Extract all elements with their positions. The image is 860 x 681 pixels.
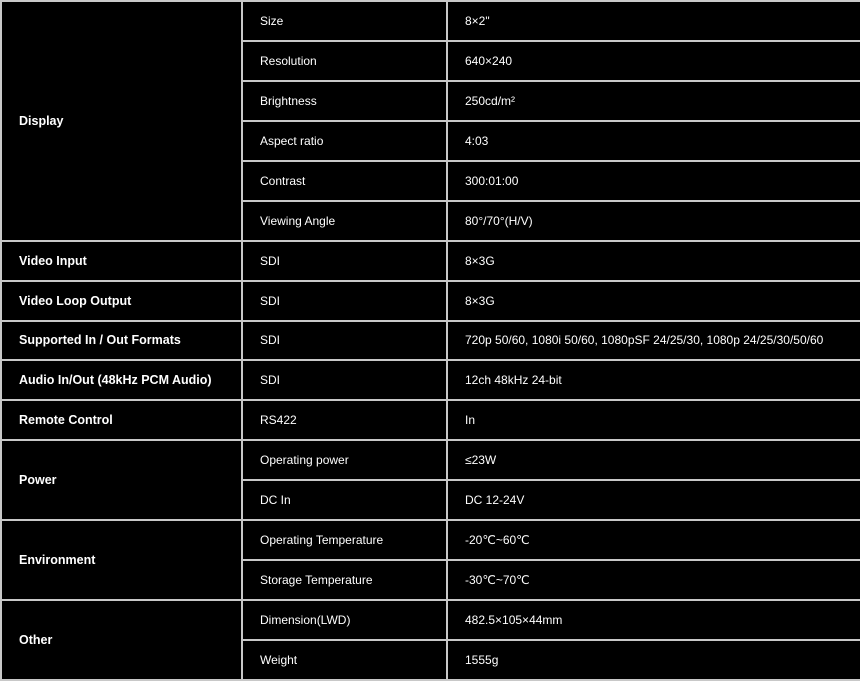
value-cell: DC 12-24V [447, 480, 860, 520]
table-row [1, 1, 860, 41]
spec-table-body [1, 1, 860, 680]
param-cell: SDI [242, 281, 447, 321]
value-cell: 12ch 48kHz 24-bit [447, 360, 860, 400]
table-row [1, 600, 860, 640]
param-cell: Dimension(LWD) [242, 600, 447, 640]
table-row [1, 281, 860, 321]
value-cell: In [447, 400, 860, 440]
param-cell: SDI [242, 241, 447, 281]
param-cell: SDI [242, 321, 447, 361]
value-cell: -20℃~60℃ [447, 520, 860, 560]
param-cell: Brightness [242, 81, 447, 121]
group-label-display: Display [1, 1, 242, 241]
param-cell: Aspect ratio [242, 121, 447, 161]
table-row [1, 400, 860, 440]
table-row [1, 360, 860, 400]
param-cell: Weight [242, 640, 447, 680]
param-cell: Size [242, 1, 447, 41]
value-cell: 250cd/m² [447, 81, 860, 121]
value-cell: 1555g [447, 640, 860, 680]
table-row [1, 520, 860, 560]
param-cell: Operating power [242, 440, 447, 480]
value-cell: 482.5×105×44mm [447, 600, 860, 640]
table-row [1, 321, 860, 361]
group-label-supported-formats: Supported In / Out Formats [1, 321, 242, 361]
value-cell: 8×3G [447, 281, 860, 321]
value-cell: 640×240 [447, 41, 860, 81]
group-label-remote-control: Remote Control [1, 400, 242, 440]
value-cell: 8×2" [447, 1, 860, 41]
group-label-power: Power [1, 440, 242, 520]
table-row [1, 241, 860, 281]
value-cell: -30℃~70℃ [447, 560, 860, 600]
param-cell: DC In [242, 480, 447, 520]
param-cell: Operating Temperature [242, 520, 447, 560]
table-row [1, 440, 860, 480]
param-cell: Contrast [242, 161, 447, 201]
param-cell: Viewing Angle [242, 201, 447, 241]
value-cell: 80°/70°(H/V) [447, 201, 860, 241]
group-label-video-loop-output: Video Loop Output [1, 281, 242, 321]
group-label-other: Other [1, 600, 242, 680]
group-label-environment: Environment [1, 520, 242, 600]
value-cell: 300:01:00 [447, 161, 860, 201]
group-label-video-input: Video Input [1, 241, 242, 281]
param-cell: SDI [242, 360, 447, 400]
group-label-audio: Audio In/Out (48kHz PCM Audio) [1, 360, 242, 400]
value-cell: 720p 50/60, 1080i 50/60, 1080pSF 24/25/30, 1080p 24/25/30/50/60 [447, 321, 860, 361]
param-cell: RS422 [242, 400, 447, 440]
value-cell: 8×3G [447, 241, 860, 281]
param-cell: Resolution [242, 41, 447, 81]
param-cell: Storage Temperature [242, 560, 447, 600]
value-cell: ≤23W [447, 440, 860, 480]
value-cell: 4:03 [447, 121, 860, 161]
